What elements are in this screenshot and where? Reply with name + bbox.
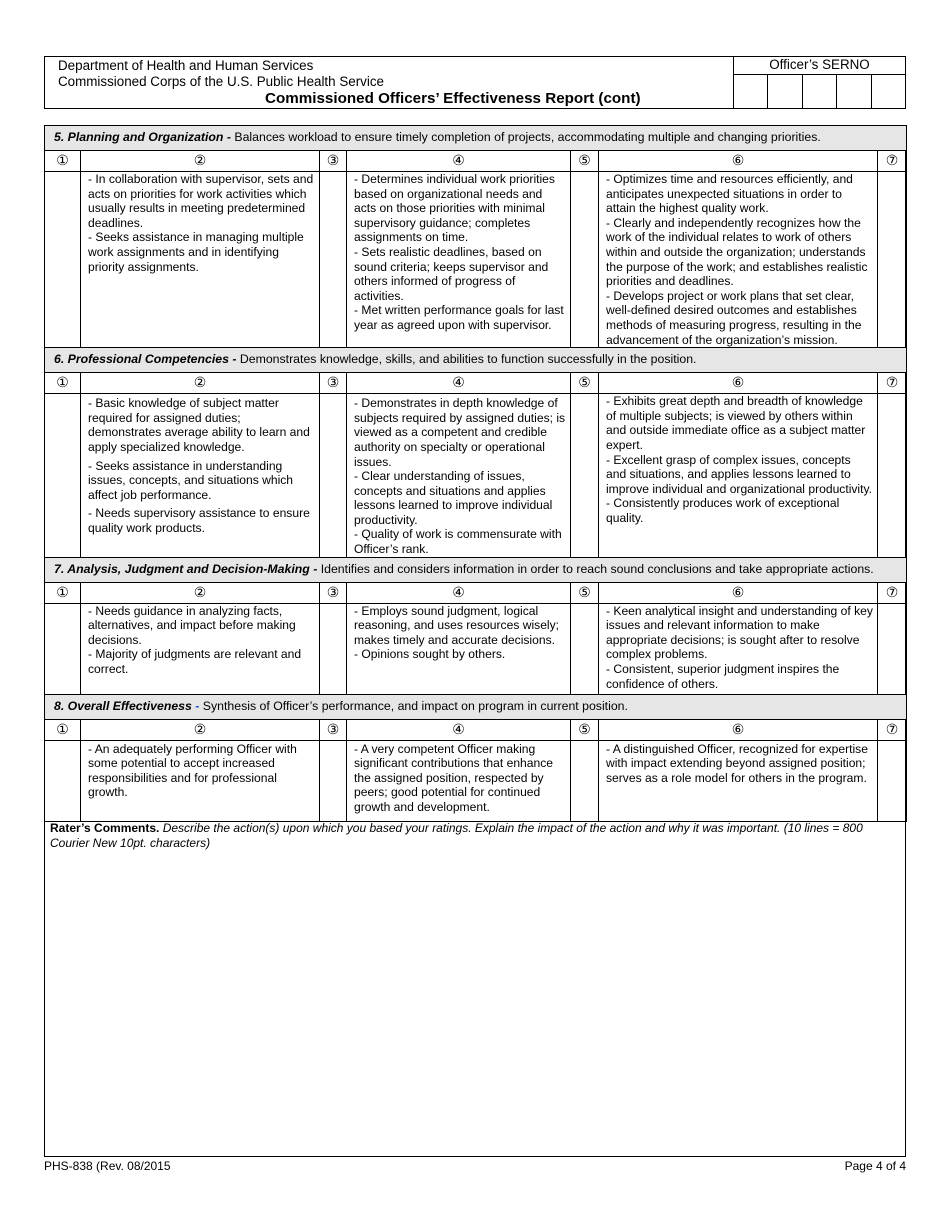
comments-instructions: Describe the action(s) upon which you based your ratings. Explain the impact of the action and why it was important. (10 lines = 800 Courier New 10pt. characters) xyxy=(50,821,863,850)
criteria-text: - A very competent Officer making significant contributions that enhance the assigned position, respected by peers; good potential for continued growth and development. xyxy=(354,741,554,815)
form-header xyxy=(44,56,906,109)
rating-5-box[interactable] xyxy=(571,740,599,821)
serno-digit-4[interactable] xyxy=(837,75,871,109)
rating-6-label: ⑥ xyxy=(599,582,878,603)
criteria-text: - Keen analytical insight and understanding of key issues and relevant information to make appropriate decisions; is sought after to resolve complex problems. xyxy=(606,603,873,662)
criteria-text: - Optimizes time and resources efficiently, and anticipates unexpected situations in order to attain the highest quality work. xyxy=(606,172,853,216)
raters-comments-field[interactable] xyxy=(50,821,902,851)
serno-digit-5[interactable] xyxy=(872,75,905,109)
criteria-text: - Needs guidance in analyzing facts, alternatives, and impact before making decisions. xyxy=(88,603,296,647)
rating-3-label: ③ xyxy=(320,582,347,603)
rating-4-label: ④ xyxy=(347,582,571,603)
section-6-criteria-row xyxy=(45,394,907,558)
rating-7-box[interactable] xyxy=(878,394,907,558)
section-7-title: 7. Analysis, Judgment and Decision-Making - xyxy=(54,561,318,576)
comments-label: Rater’s Comments. xyxy=(50,821,160,835)
rating-7-box[interactable] xyxy=(878,740,907,821)
criteria-text: - Employs sound judgment, logical reasoning, and uses resources wisely; makes timely and accurate decisions. xyxy=(354,603,560,647)
criteria-text: - Develops project or work plans that set clear, well-defined desired outcomes and establishes methods of measuring progress, resulting in the advancement of the organization’s mission. xyxy=(606,288,862,347)
rating-7-box[interactable] xyxy=(878,603,907,694)
rating-3-box[interactable] xyxy=(320,172,347,348)
criteria-text: - Sets realistic deadlines, based on sound criteria; keeps supervisor and others informed of progress of activities. xyxy=(354,244,549,303)
criteria-text: - In collaboration with supervisor, sets and acts on priorities for work activities which usually results in meeting predetermined deadlines. xyxy=(88,172,314,230)
rating-4-label: ④ xyxy=(347,151,571,172)
rating-3-box[interactable] xyxy=(320,394,347,558)
section-5-header xyxy=(45,126,907,151)
rating-1-label: ① xyxy=(45,719,81,740)
rating-7-label: ⑦ xyxy=(878,151,907,172)
section-8-dash: - xyxy=(191,698,200,713)
criteria-text: - Consistent, superior judgment inspires the confidence of others. xyxy=(606,662,840,691)
criteria-text: - A distinguished Officer, recognized for expertise with impact extending beyond assigned position; serves as a role model for others in the program. xyxy=(606,741,868,785)
rating-3-box[interactable] xyxy=(320,740,347,821)
serno-digit-1[interactable] xyxy=(734,75,768,109)
serno-block xyxy=(733,57,905,109)
rating-7-label: ⑦ xyxy=(878,373,907,394)
rating-3-label: ③ xyxy=(320,373,347,394)
rating-2-label: ② xyxy=(81,719,320,740)
rating-3-label: ③ xyxy=(320,719,347,740)
section-8-title: 8. Overall Effectiveness xyxy=(54,698,192,713)
section-5-title: 5. Planning and Organization - xyxy=(54,130,231,144)
rating-5-label: ⑤ xyxy=(571,373,599,394)
ratings-table xyxy=(44,125,907,822)
rating-2-label: ② xyxy=(81,373,320,394)
rating-3-box[interactable] xyxy=(320,603,347,694)
rating-1-box[interactable] xyxy=(45,740,81,821)
rating-7-label: ⑦ xyxy=(878,582,907,603)
section-8-rating-row xyxy=(45,719,907,740)
rating-6-label: ⑥ xyxy=(599,373,878,394)
rating-1-box[interactable] xyxy=(45,394,81,558)
section-7-header xyxy=(45,557,907,582)
rating-4-label: ④ xyxy=(347,373,571,394)
section-7-criteria-row xyxy=(45,603,907,694)
section-6-title: 6. Professional Competencies - xyxy=(54,352,237,367)
rating-1-box[interactable] xyxy=(45,172,81,348)
page-number: Page 4 of 4 xyxy=(844,1159,906,1173)
section-8-description: Synthesis of Officer’s performance, and impact on program in current position. xyxy=(199,698,628,713)
department-name: Department of Health and Human Services xyxy=(58,58,314,73)
section-8-header xyxy=(45,694,907,719)
criteria-text: - Demonstrates in depth knowledge of subjects required by assigned duties; is viewed as a competent and credible authority on specialty or operational issues. xyxy=(354,396,566,469)
criteria-text: - Consistently produces work of exceptional quality. xyxy=(606,496,840,525)
criteria-text: - Determines individual work priorities based on organizational needs and acts on those priorities with minimal supervisory guidance; completes assignments on time. xyxy=(354,172,555,245)
criteria-text: - Clear understanding of issues, concepts and situations and applies lessons learned to improve individual productivity. xyxy=(354,469,553,527)
rating-5-box[interactable] xyxy=(571,172,599,348)
rating-1-label: ① xyxy=(45,373,81,394)
section-5-criteria-row xyxy=(45,172,907,348)
criteria-text: - Opinions sought by others. xyxy=(354,647,506,662)
section-8-criteria-row xyxy=(45,740,907,821)
serno-boxes xyxy=(734,75,905,109)
serno-digit-2[interactable] xyxy=(768,75,802,109)
section-7-rating-row xyxy=(45,582,907,603)
rating-2-label: ② xyxy=(81,151,320,172)
agency-name: Commissioned Corps of the U.S. Public Health Service xyxy=(58,74,384,89)
section-6-header xyxy=(45,348,907,373)
criteria-text: - Majority of judgments are relevant and correct. xyxy=(88,647,302,677)
rating-3-label: ③ xyxy=(320,151,347,172)
criteria-text: - Met written performance goals for last year as agreed upon with supervisor. xyxy=(354,303,564,332)
rating-1-box[interactable] xyxy=(45,603,81,694)
criteria-text: - Needs supervisory assistance to ensure quality work products. xyxy=(88,506,310,535)
ratings-form xyxy=(44,125,906,1157)
rating-6-label: ⑥ xyxy=(599,719,878,740)
rating-4-label: ④ xyxy=(347,719,571,740)
serno-label: Officer’s SERNO xyxy=(734,57,905,75)
criteria-text: - Quality of work is commensurate with Officer’s rank. xyxy=(354,527,562,557)
rating-1-label: ① xyxy=(45,151,81,172)
section-7-description: Identifies and considers information in order to reach sound conclusions and take appropriate actions. xyxy=(317,561,874,576)
rating-5-label: ⑤ xyxy=(571,151,599,172)
rating-2-label: ② xyxy=(81,582,320,603)
rating-5-box[interactable] xyxy=(571,394,599,558)
criteria-text: - Excellent grasp of complex issues, concepts and situations, and applies lessons learned to improve individual and organizational productivity. xyxy=(606,452,872,496)
serno-digit-3[interactable] xyxy=(803,75,837,109)
page-title: Commissioned Officers’ Effectiveness Report (cont) xyxy=(265,90,641,107)
criteria-text: - Seeks assistance in managing multiple work assignments and in identifying priority assignments. xyxy=(88,230,304,274)
rating-7-box[interactable] xyxy=(878,172,907,348)
criteria-text: - Seeks assistance in understanding issues, concepts, and situations which affect job performance. xyxy=(88,458,294,502)
rating-6-label: ⑥ xyxy=(599,151,878,172)
section-5-rating-row xyxy=(45,151,907,172)
criteria-text: - An adequately performing Officer with some potential to accept increased responsibilities and for professional growth. xyxy=(88,741,297,800)
criteria-text: - Exhibits great depth and breadth of knowledge of multiple subjects; is viewed by others within and outside immediate office as a subject matter expert. xyxy=(606,394,866,452)
section-5-description: Balances workload to ensure timely completion of projects, accommodating multiple and changing priorities. xyxy=(230,130,821,144)
rating-5-box[interactable] xyxy=(571,603,599,694)
rating-5-label: ⑤ xyxy=(571,719,599,740)
criteria-text: - Basic knowledge of subject matter required for assigned duties; demonstrates average ability to learn and apply specialized knowledge. xyxy=(88,396,310,454)
rating-7-label: ⑦ xyxy=(878,719,907,740)
rating-5-label: ⑤ xyxy=(571,582,599,603)
form-number: PHS-838 (Rev. 08/2015 xyxy=(44,1159,171,1173)
section-6-description: Demonstrates knowledge, skills, and abilities to function successfully in the position. xyxy=(236,352,697,367)
criteria-text: - Clearly and independently recognizes how the work of the individual relates to work of others within and outside the organization; understands the purpose of the work; and establishes realistic priorities and deadlines. xyxy=(606,215,868,289)
rating-1-label: ① xyxy=(45,582,81,603)
section-6-rating-row xyxy=(45,373,907,394)
